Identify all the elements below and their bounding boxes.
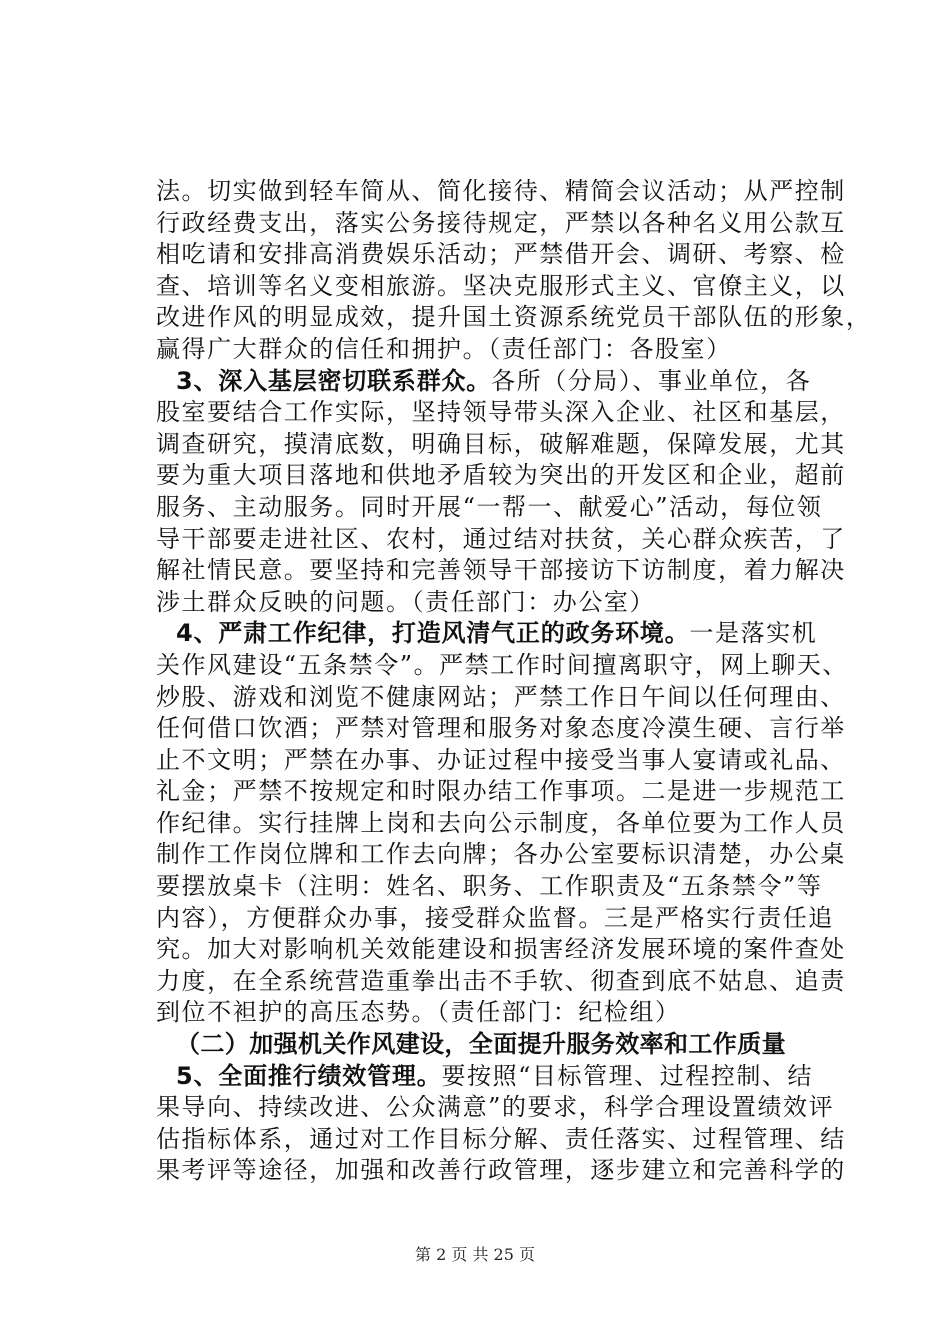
body-line: 制作工作岗位牌和工作去向牌；各办公室要标识清楚，办公桌 xyxy=(156,840,846,869)
item-4-first-line-text: 一是落实机 xyxy=(689,619,818,648)
item-3-first-line-text: 各所（分局）、事业单位，各 xyxy=(491,366,812,395)
body-line: 法。切实做到轻车简从、简化接待、精简会议活动；从严控制 xyxy=(156,177,846,205)
item-4-first-line xyxy=(156,618,816,650)
item-3-heading: 3、深入基层密切联系群众。 xyxy=(176,366,492,395)
body-line: 行政经费支出，落实公务接待规定，严禁以各种名义用公款互 xyxy=(156,208,846,237)
body-line: 赢得广大群众的信任和拥护。（责任部门：各股室） xyxy=(156,334,732,363)
body-line: 涉土群众反映的问题。（责任部门：办公室） xyxy=(156,587,655,616)
body-line: 估指标体系，通过对工作目标分解、责任落实、过程管理、结 xyxy=(156,1124,846,1153)
body-line: 究。加大对影响机关效能建设和损害经济发展环境的案件查处 xyxy=(156,935,846,964)
item-4-heading: 4、严肃工作纪律，打造风清气正的政务环境。 xyxy=(176,619,690,648)
body-line: 到位不袒护的高压态势。（责任部门：纪检组） xyxy=(156,998,681,1027)
body-line: 炒股、游戏和浏览不健康网站；严禁工作日午间以任何理由、 xyxy=(156,682,846,711)
body-line: 力度，在全系统营造重拳出击不手软、彻查到底不姑息、追责 xyxy=(156,966,846,995)
body-line: 作纪律。实行挂牌上岗和去向公示制度，各单位要为工作人员 xyxy=(156,808,846,837)
body-line: 导干部要走进社区、农村，通过结对扶贫，关心群众疾苦，了 xyxy=(156,524,846,553)
body-line: 礼金；严禁不按规定和时限办结工作事项。二是进一步规范工 xyxy=(156,777,846,806)
body-line: 要摆放桌卡（注明：姓名、职务、工作职责及“五条禁令”等 xyxy=(156,872,823,901)
section-heading: （二）加强机关作风建设，全面提升服务效率和工作质量 xyxy=(176,1030,786,1059)
document-body xyxy=(156,176,872,1187)
body-line: 股室要结合工作实际，坚持领导带头深入企业、社区和基层， xyxy=(156,398,846,427)
item-3-first-line xyxy=(156,366,816,398)
body-line: 解社情民意。要坚持和完善领导干部接访下访制度，着力解决 xyxy=(156,556,846,585)
body-line: 果导向、持续改进、公众满意”的要求，科学合理设置绩效评 xyxy=(156,1093,835,1122)
body-line: 服务、主动服务。同时开展“一帮一、献爱心”活动，每位领 xyxy=(156,492,823,521)
body-line: 查、培训等名义变相旅游。坚决克服形式主义、官僚主义，以 xyxy=(156,271,846,300)
page-footer xyxy=(0,1242,950,1265)
body-line: 要为重大项目落地和供地矛盾较为突出的开发区和企业，超前 xyxy=(156,461,846,490)
body-line: 任何借口饮酒；严禁对管理和服务对象态度冷漠生硬、言行举 xyxy=(156,714,846,743)
page-number: 第 2 页 共 25 页 xyxy=(415,1245,535,1264)
item-5-heading: 5、全面推行绩效管理。 xyxy=(176,1061,442,1090)
item-5-first-line xyxy=(156,1061,816,1093)
item-5-first-line-text: 要按照“目标管理、过程控制、结 xyxy=(441,1061,814,1090)
body-line: 果考评等途径，加强和改善行政管理，逐步建立和完善科学的 xyxy=(156,1156,846,1185)
body-line: 相吃请和安排高消费娱乐活动；严禁借开会、调研、考察、检 xyxy=(156,240,846,269)
body-line: 止不文明；严禁在办事、办证过程中接受当事人宴请或礼品、 xyxy=(156,745,846,774)
body-line: 改进作风的明显成效，提升国土资源系统党员干部队伍的形象， xyxy=(156,303,872,332)
body-line: 内容），方便群众办事，接受群众监督。三是严格实行责任追 xyxy=(156,903,834,932)
body-line: 关作风建设“五条禁令”。严禁工作时间擅离职守，网上聊天、 xyxy=(156,650,848,679)
body-line: 调查研究，摸清底数，明确目标，破解难题，保障发展，尤其 xyxy=(156,429,846,458)
